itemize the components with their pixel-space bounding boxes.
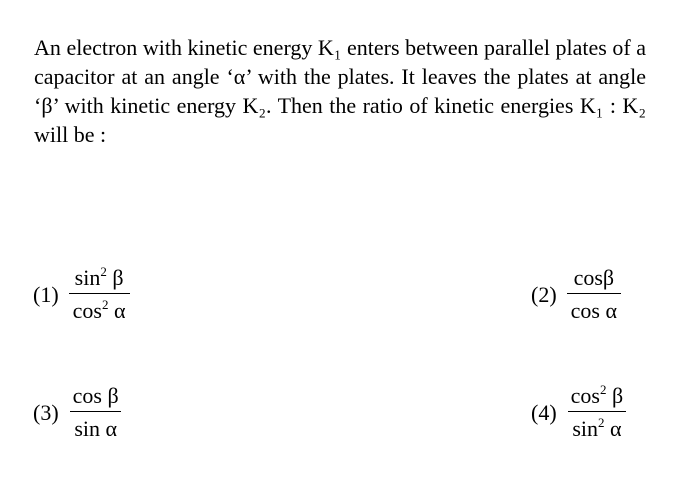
option-3-numerator: cos β [72,383,119,408]
option-4-fraction [567,384,628,441]
option-4-numerator: $\cos^2 \beta$ [570,382,624,408]
option-3-fraction [69,384,123,441]
option-1-number: (1) [33,281,59,307]
option-3[interactable] [33,384,123,441]
option-2-fraction [567,266,621,323]
option-3-number: (3) [33,399,59,425]
question-text: An electron with kinetic energy K₁ enters between parallel plates of a capacitor at an angle ‘α’ with the plates. It leaves the plates at angle ‘β’ with kinetic energy K₂. Then the ratio of kinetic energies K₁ : K₂ will be : [34,35,646,147]
option-4[interactable] [531,384,627,441]
option-1-fraction [69,266,130,323]
option-4-denominator: $\sin^2 \alpha$ [568,411,625,441]
option-1-denominator: $\cos^2 \alpha$ [69,293,130,323]
option-1-numerator: $\sin^2 \beta$ [74,264,124,290]
option-2-denominator: cos α [567,293,621,323]
option-2-numerator: cosβ [573,265,615,290]
option-3-denominator: sin α [70,411,121,441]
option-4-number: (4) [531,399,557,425]
option-2[interactable] [531,266,621,323]
option-2-number: (2) [531,281,557,307]
option-1[interactable] [33,266,130,323]
